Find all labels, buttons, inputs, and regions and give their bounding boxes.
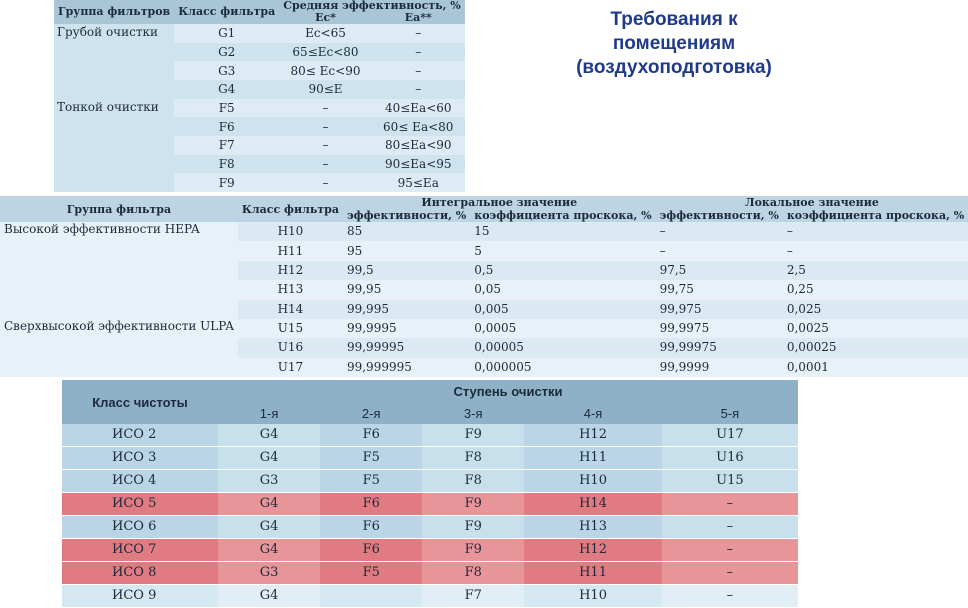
- ea-value: 40≤Ea<60: [372, 99, 465, 118]
- stage-4-filter: H12: [524, 539, 662, 562]
- local-efficiency: 97,5: [656, 261, 783, 280]
- header-local-efficiency: эффективности, %: [656, 209, 783, 222]
- hepa-ulpa-table: [0, 196, 968, 377]
- stage-5-filter: U15: [662, 470, 798, 493]
- stage-1-filter: G4: [218, 447, 320, 470]
- header-integral-efficiency: эффективности, %: [343, 209, 470, 222]
- stage-4-filter: H11: [524, 562, 662, 585]
- header-cleanliness-class: Класс чистоты: [62, 380, 218, 424]
- integral-penetration: 0,005: [470, 300, 655, 319]
- table-row: [0, 222, 968, 241]
- header-stage-3: 3-я: [422, 402, 524, 424]
- ec-value: 65≤Ec<80: [292, 44, 359, 59]
- table-row: [62, 493, 798, 516]
- ec-value: –: [279, 173, 371, 192]
- ea-value: 60≤ Ea<80: [383, 119, 454, 134]
- header-ec: Ec*: [279, 12, 371, 24]
- table-row: [54, 99, 465, 118]
- table-row: [54, 24, 465, 43]
- integral-efficiency: 99,95: [346, 282, 382, 297]
- filter-class: H11: [277, 243, 304, 258]
- integral-penetration: 0,000005: [474, 359, 532, 374]
- table-row: [62, 424, 798, 447]
- stage-3-filter: F8: [422, 447, 524, 470]
- stage-2-filter: F6: [320, 493, 422, 516]
- local-penetration: –: [783, 222, 968, 241]
- integral-efficiency: 99,9995: [346, 321, 397, 336]
- stage-1-filter: G4: [218, 585, 320, 608]
- heading-line-1: Требования к: [610, 9, 738, 30]
- ec-value: –: [279, 136, 371, 155]
- filter-class: H12: [238, 261, 343, 280]
- ec-value: –: [322, 119, 329, 134]
- filter-class: H10: [238, 222, 343, 241]
- stage-3-filter: F8: [422, 470, 524, 493]
- local-efficiency: 99,9975: [659, 321, 710, 336]
- header-cleaning-stage: Ступень очистки: [218, 380, 798, 402]
- filter-class: G1: [174, 24, 279, 43]
- stage-2-filter: [320, 585, 422, 608]
- cleanliness-class: ИСО 5: [62, 493, 218, 516]
- page-heading: [548, 8, 800, 80]
- integral-penetration: 0,0005: [474, 321, 517, 336]
- stage-5-filter: –: [662, 585, 798, 608]
- stage-4-filter: H14: [524, 493, 662, 516]
- stage-1-filter: G3: [218, 562, 320, 585]
- stage-1-filter: G4: [218, 493, 320, 516]
- ec-value: Ec<65: [279, 24, 371, 43]
- filter-group-name: Высокой эффективности HEPA: [0, 222, 238, 319]
- stage-1-filter: G3: [218, 470, 320, 493]
- ec-value: –: [279, 99, 371, 118]
- header-filter-group: Группа фильтра: [0, 196, 238, 222]
- integral-efficiency: 95: [346, 243, 363, 258]
- header-stage-2: 2-я: [320, 402, 422, 424]
- header-avg-efficiency: Средняя эффективность, %: [279, 0, 465, 12]
- filter-group-name: Тонкой очистки: [57, 99, 159, 114]
- cleanliness-class: ИСО 8: [62, 562, 218, 585]
- filter-class: F5: [174, 99, 279, 118]
- header-stage-4: 4-я: [524, 402, 662, 424]
- table-row: [62, 562, 798, 585]
- stage-4-filter: H10: [524, 585, 662, 608]
- filter-class: H14: [238, 300, 343, 319]
- stage-2-filter: F6: [320, 424, 422, 447]
- ec-value: –: [322, 156, 329, 171]
- header-ea: Ea**: [372, 12, 465, 24]
- local-penetration: –: [786, 243, 793, 258]
- ec-value: 90≤E: [308, 82, 343, 97]
- header-stage-1: 1-я: [218, 402, 320, 424]
- heading-line-3: (воздухоподготовка): [576, 57, 772, 78]
- table-row: [62, 470, 798, 493]
- stage-2-filter: F6: [320, 516, 422, 539]
- stage-3-filter: F9: [422, 493, 524, 516]
- stage-5-filter: –: [662, 516, 798, 539]
- header-local-penetration: коэффициента проскока, %: [783, 209, 968, 222]
- cleanliness-class: ИСО 4: [62, 470, 218, 493]
- filter-class: F7: [174, 136, 279, 155]
- stage-4-filter: H11: [524, 447, 662, 470]
- ec-value: 80≤ Ec<90: [279, 61, 371, 80]
- stage-4-filter: H12: [524, 424, 662, 447]
- stage-2-filter: F5: [320, 447, 422, 470]
- integral-efficiency: 99,999995: [346, 359, 412, 374]
- stage-5-filter: –: [662, 493, 798, 516]
- integral-penetration: 0,5: [470, 261, 655, 280]
- filter-efficiency-table: [54, 0, 465, 192]
- filter-group-name: Сверхвысокой эффективности ULPA: [0, 319, 238, 377]
- header-filter-class: Класс фильтра: [238, 196, 343, 222]
- stage-3-filter: F9: [422, 539, 524, 562]
- filter-class: G3: [174, 61, 279, 80]
- local-efficiency: 99,75: [659, 282, 694, 297]
- ea-value: 80≤Ea<90: [372, 136, 465, 155]
- filter-class: U15: [277, 321, 304, 336]
- local-efficiency: 99,9999: [659, 359, 710, 374]
- local-efficiency: 99,975: [656, 300, 783, 319]
- table-row: [62, 539, 798, 562]
- cleanliness-class: ИСО 9: [62, 585, 218, 608]
- stage-5-filter: U16: [662, 447, 798, 470]
- filter-class: F9: [174, 173, 279, 192]
- stage-1-filter: G4: [218, 424, 320, 447]
- ea-value: –: [415, 44, 422, 59]
- header-integral-penetration: коэффициента проскока, %: [470, 209, 655, 222]
- stage-4-filter: H13: [524, 516, 662, 539]
- filter-class: F6: [218, 119, 235, 134]
- heading-line-2: помещениям: [612, 33, 736, 54]
- local-penetration: 2,5: [783, 261, 968, 280]
- local-penetration: 0,025: [783, 300, 968, 319]
- stage-1-filter: G4: [218, 516, 320, 539]
- cleanliness-class: ИСО 6: [62, 516, 218, 539]
- integral-penetration: 0,05: [474, 282, 501, 297]
- ea-value: –: [415, 82, 422, 97]
- table-row: [62, 447, 798, 470]
- stage-1-filter: G4: [218, 539, 320, 562]
- integral-penetration: 5: [474, 243, 482, 258]
- local-efficiency: –: [656, 222, 783, 241]
- cleanliness-class: ИСО 3: [62, 447, 218, 470]
- integral-efficiency: 85: [343, 222, 470, 241]
- integral-penetration: 15: [470, 222, 655, 241]
- filter-class: G4: [218, 82, 236, 97]
- filter-class: U17: [277, 359, 304, 374]
- ea-value: –: [372, 61, 465, 80]
- integral-penetration: 0,00005: [470, 338, 655, 357]
- stage-2-filter: F5: [320, 562, 422, 585]
- stage-5-filter: –: [662, 539, 798, 562]
- integral-efficiency: 99,5: [343, 261, 470, 280]
- ea-value: 90≤Ea<95: [384, 156, 452, 171]
- header-filter-class: Класс фильтра: [174, 0, 279, 24]
- stage-3-filter: F8: [422, 562, 524, 585]
- cleanliness-stage-table: [62, 380, 798, 608]
- header-filter-group: Группа фильтров: [54, 0, 174, 24]
- local-penetration: 0,25: [786, 282, 814, 297]
- ea-value: 95≤Ea: [372, 173, 465, 192]
- integral-efficiency: 99,995: [343, 300, 470, 319]
- cleanliness-class: ИСО 7: [62, 539, 218, 562]
- stage-2-filter: F5: [320, 470, 422, 493]
- ea-value: –: [372, 24, 465, 43]
- stage-3-filter: F9: [422, 424, 524, 447]
- stage-2-filter: F6: [320, 539, 422, 562]
- filter-class: H13: [277, 282, 304, 297]
- local-efficiency: 99,99975: [656, 338, 783, 357]
- table-row: [62, 516, 798, 539]
- filter-class: U16: [238, 338, 343, 357]
- local-penetration: 0,0025: [786, 321, 829, 336]
- filter-class: G2: [218, 44, 236, 59]
- stage-5-filter: –: [662, 562, 798, 585]
- cleanliness-class: ИСО 2: [62, 424, 218, 447]
- filter-class: F8: [218, 156, 235, 171]
- stage-4-filter: H10: [524, 470, 662, 493]
- header-local-value: Локальное значение: [656, 196, 968, 209]
- local-efficiency: –: [659, 243, 666, 258]
- table-row: [62, 585, 798, 608]
- header-stage-5: 5-я: [662, 402, 798, 424]
- filter-group-name: Грубой очистки: [57, 25, 158, 39]
- stage-3-filter: F9: [422, 516, 524, 539]
- local-penetration: 0,00025: [783, 338, 968, 357]
- header-integral-value: Интегральное значение: [343, 196, 656, 209]
- stage-3-filter: F7: [422, 585, 524, 608]
- local-penetration: 0,0001: [786, 359, 829, 374]
- table-row: [0, 319, 968, 338]
- stage-5-filter: U17: [662, 424, 798, 447]
- integral-efficiency: 99,99995: [343, 338, 470, 357]
